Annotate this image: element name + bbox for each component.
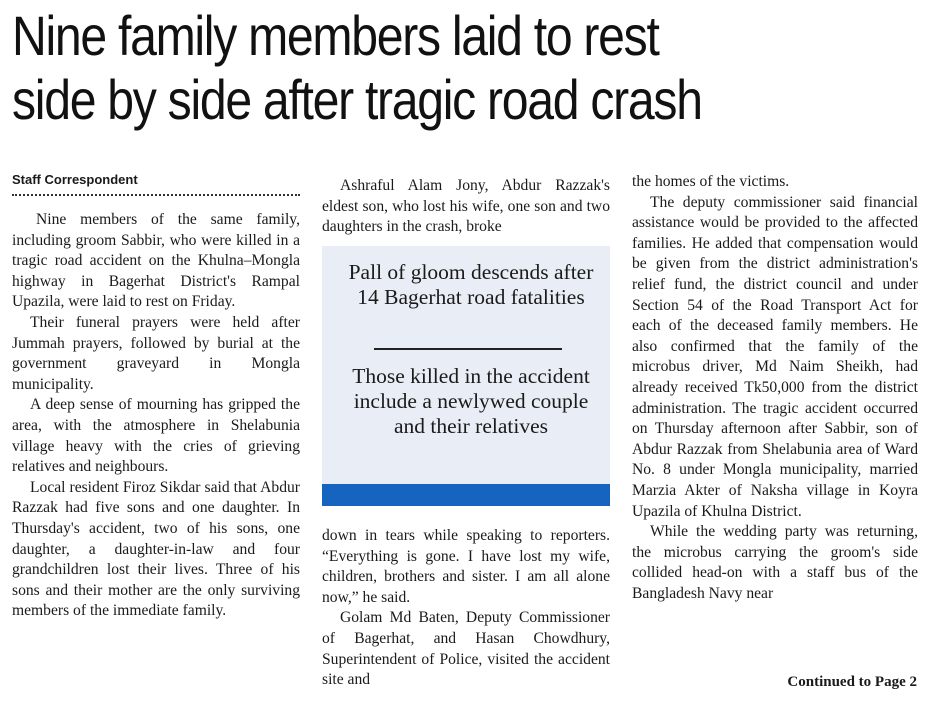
pull-quote-divider	[374, 348, 562, 350]
continued-link[interactable]: Continued to Page 2	[787, 674, 917, 690]
headline-line-2: side by side after tragic road crash	[12, 68, 702, 131]
headline	[12, 4, 790, 132]
headline-line-1: Nine family members laid to rest	[12, 4, 659, 67]
paragraph: down in tears while speaking to reporters. “Everything is gone. I have lost my wife, children, brothers and sister. I am all alone now,” he said.	[322, 527, 610, 606]
paragraph: Nine members of the same family, including groom Sabbir, who were killed in a tragic road accident on the Khulna–Mongla highway in Bagerhat District's Rampal Upazila, were laid to rest on Friday.	[12, 211, 300, 311]
paragraph: Golam Md Baten, Deputy Commissioner of Bagerhat, and Hasan Chowdhury, Superintendent of Police, visited the accident site and	[322, 609, 610, 689]
paragraph: While the wedding party was returning, the microbus carrying the groom's side collided head-on with a staff bus of the Bangladesh Navy near	[632, 523, 918, 602]
article-column-2-bottom	[322, 526, 610, 691]
article-column-1	[12, 172, 300, 622]
paragraph: The deputy commissioner said financial assistance would be provided to the affected families. He added that compensation would be given from the district administration's relief fund, the district council and under Section 54 of the Road Transport Act for each of the deceased family members. He also confirmed that the family of the microbus driver, Md Naim Sheikh, had already received Tk50,000 from the district administration. The tragic accident occurred on Thursday afternoon after Sabbir, son of Abdur Razzak from Shelabunia area of Ward No. 8 under Mongla municipality, married Marzia Akter of Naksha village in Koyra Upazila of Khulna District.	[632, 193, 918, 520]
paragraph: the homes of the victims.	[632, 173, 790, 190]
paragraph: A deep sense of mourning has gripped the area, with the atmosphere in Shelabunia village heavy with the cries of grieving relatives and neighbours.	[12, 396, 300, 476]
pull-quote-deck-1: Pall of gloom descends after 14 Bagerhat road fatalities	[348, 260, 594, 309]
article-column-2-top	[322, 176, 610, 238]
byline-divider	[12, 194, 300, 196]
pull-quote-accent-bar	[322, 484, 610, 506]
pull-quote-box	[322, 246, 610, 506]
article-column-3	[632, 172, 918, 604]
pull-quote-deck-2: Those killed in the accident include a newlywed couple and their relatives	[352, 364, 590, 438]
paragraph: Ashraful Alam Jony, Abdur Razzak's eldest son, who lost his wife, one son and two daughters in the crash, broke	[322, 177, 610, 236]
paragraph: Their funeral prayers were held after Jummah prayers, followed by burial at the government graveyard in Mongla municipality.	[12, 313, 300, 393]
byline: Staff Correspondent	[12, 172, 138, 187]
paragraph: Local resident Firoz Sikdar said that Abdur Razzak had five sons and one daughter. In Thursday's accident, two of his sons, one daughter, a daughter-in-law and four grandchildren lost their lives. Three of his sons and their mother are the only surviving members of the immediate family.	[12, 478, 300, 620]
